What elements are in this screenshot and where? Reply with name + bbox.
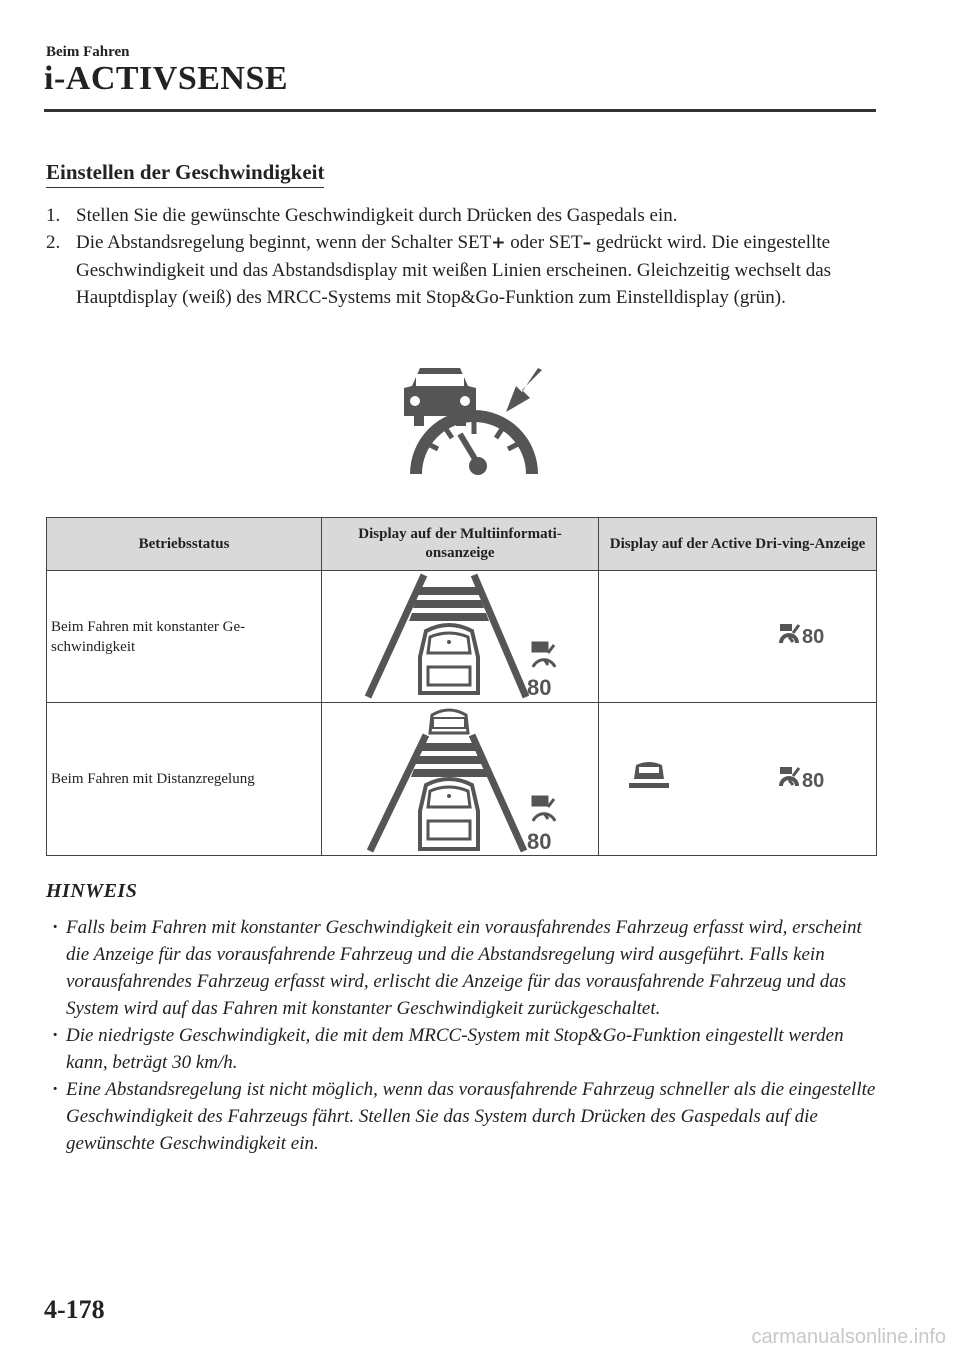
speed-gauge-icon: [779, 767, 799, 786]
set-speed-readout: 80: [802, 770, 825, 792]
page-number: 4-178: [44, 1295, 105, 1324]
gauge-mini-icon: [533, 797, 555, 821]
step-number: 2.: [46, 232, 61, 253]
note-item: · Eine Abstandsregelung ist nicht möglich, wenn das vorausfahrende Fahrzeug schneller als die eingestellte Geschwindigkeit des Fahrzeugs fährt. Stellen Sie das System durch Drücken des Gaspedals auf die gewünschte Geschwindigkeit ein.: [46, 1076, 876, 1157]
set-speed-readout: 80: [527, 675, 552, 700]
step-list: [46, 202, 876, 311]
status-table: [46, 517, 877, 856]
own-car-icon: [420, 779, 478, 849]
leading-car-icon: [430, 710, 468, 733]
section-heading: Einstellen der Geschwindigkeit: [46, 160, 324, 188]
set-speed-readout: 80: [802, 626, 825, 648]
active-display-cell: [599, 571, 877, 703]
status-cell: Beim Fahren mit konstanter Ge-schwindigkeit: [47, 571, 322, 703]
multi-display-cell: [322, 571, 599, 703]
chapter-title: i-ACTIVSENSE: [44, 60, 289, 97]
set-speed-readout: 80: [527, 829, 552, 854]
mrcc-indicator-icon: [398, 364, 548, 476]
table-header-multi: Display auf der Multiinformati-onsanzeige: [322, 518, 599, 571]
table-row: [47, 703, 877, 856]
multi-info-display-graphic: [322, 571, 599, 702]
multi-info-display-graphic: [322, 703, 599, 855]
multi-display-cell: [322, 703, 599, 856]
step-text: oder SET: [505, 232, 583, 253]
header-rule: [44, 109, 876, 112]
leading-car-distance-icon: [629, 762, 669, 788]
active-driving-display-graphic: [599, 703, 877, 855]
table-row: [47, 571, 877, 703]
note-item: · Die niedrigste Geschwindigkeit, die mit dem MRCC-System mit Stop&Go-Funktion eingestellt werden kann, beträgt 30 km/h.: [46, 1022, 876, 1076]
step-number: 1.: [46, 205, 61, 226]
speed-gauge-icon: [779, 624, 799, 643]
step-text: Stellen Sie die gewünschte Geschwindigkeit durch Drücken des Gaspedals ein.: [76, 205, 678, 226]
plus-glyph: +: [491, 233, 506, 253]
status-cell: Beim Fahren mit Distanzregelung: [47, 703, 322, 856]
active-display-cell: [599, 703, 877, 856]
step-text: Die Abstandsregelung beginnt, wenn der Schalter SET: [76, 232, 492, 253]
minus-glyph: –: [582, 233, 592, 253]
active-driving-display-graphic: [599, 571, 877, 702]
own-car-icon: [420, 625, 478, 693]
section-label: Beim Fahren: [46, 44, 130, 60]
note-item: · Falls beim Fahren mit konstanter Geschwindigkeit ein vorausfahrendes Fahrzeug erfasst wird, erscheint die Anzeige für das vorausfahrende Fahrzeug und die Abstandsregelung wird ausgeführt. Falls kein vorausfahrendes Fahrzeug erfasst wird, erlischt die Anzeige für das vorausfahrende Fahrzeug und das System wird auf das Fahren mit konstanter Geschwindigkeit zurückgeschaltet.: [46, 914, 876, 1022]
note-heading: HINWEIS: [46, 880, 138, 902]
step-item: [46, 229, 876, 311]
gauge-mini-icon: [533, 643, 555, 667]
note-list: [46, 914, 876, 1157]
watermark: carmanualsonline.info: [751, 1326, 946, 1348]
step-text: gedrückt wird. Die eingestellte Geschwindigkeit und das Abstandsdisplay mit weißen Linien erscheinen. Gleichzeitig wechselt das Hauptdisplay (weiß) des MRCC-Systems mit Stop&Go-Funktion zum Einstelldisplay (grün).: [76, 232, 832, 308]
step-item: [46, 202, 876, 229]
table-header-active: Display auf der Active Dri-ving-Anzeige: [599, 518, 877, 571]
table-header-status: Betriebsstatus: [47, 518, 322, 571]
